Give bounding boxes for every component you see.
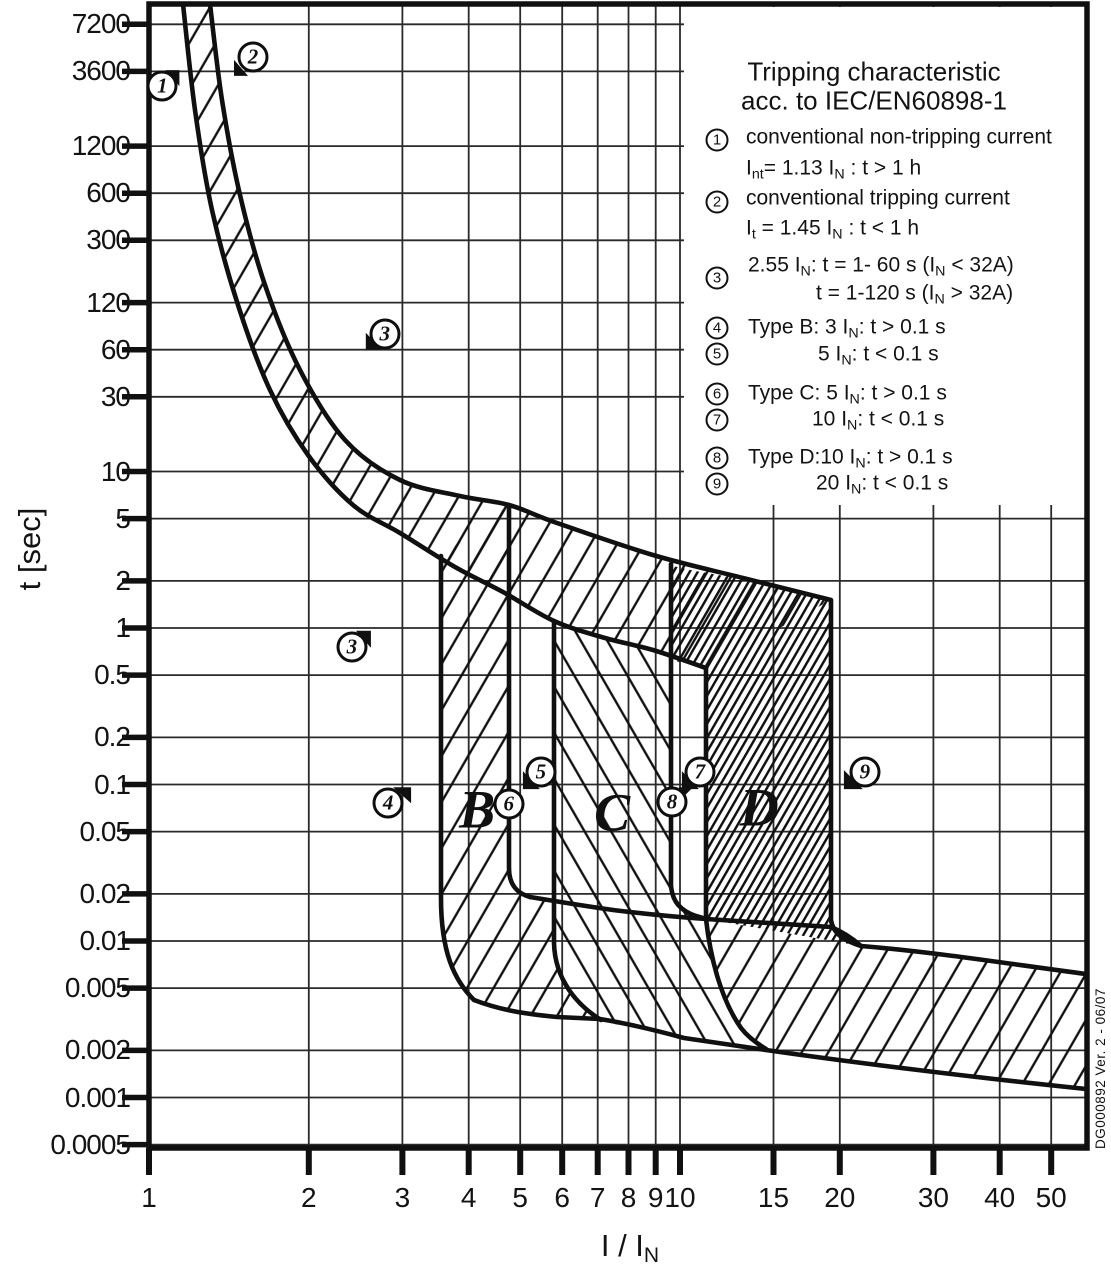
y-tick-label-300: 300: [86, 224, 130, 256]
x-tick-label-9: 9: [647, 1182, 664, 1213]
chart-marker-9: 9: [849, 757, 880, 788]
legend-item-9-line1: 20 $I_N$: t < 0.1 s: [816, 471, 949, 498]
y-tick-label-0.5: 0.5: [94, 659, 130, 691]
x-tick-label-6: 6: [554, 1182, 570, 1213]
legend-title-line1: Tripping characteristic: [747, 56, 1001, 87]
y-tick-label-7200: 7200: [71, 8, 130, 40]
chart-marker-2: 2: [238, 41, 269, 72]
y-tick-label-0.002: 0.002: [64, 1034, 130, 1066]
legend-item-3-line2: t = 1-120 s $(I_N > 32A)$: [816, 281, 1014, 308]
chart-marker-1: 1: [147, 71, 178, 102]
x-tick-label-10: 10: [664, 1182, 696, 1213]
zone-letter-D: D: [739, 777, 779, 838]
chart-marker-4: 4: [373, 788, 404, 819]
legend-item-6-line1: Type C: 5 $I_N$: t > 0.1 s: [748, 381, 947, 408]
legend-item-4-circle: 4: [706, 317, 729, 340]
legend-item-1-line1: conventional non-tripping current: [746, 125, 1052, 149]
zone-letter-C: C: [594, 782, 631, 843]
x-tick-label-30: 30: [917, 1182, 949, 1213]
y-tick-label-0.05: 0.05: [79, 815, 130, 847]
legend-item-5-circle: 5: [706, 343, 729, 366]
y-tick-label-1200: 1200: [71, 130, 130, 162]
zone-letter-B: B: [459, 779, 496, 840]
chart-marker-3b: 3: [336, 631, 367, 662]
legend-item-6-circle: 6: [706, 383, 729, 406]
y-tick-label-0.02: 0.02: [79, 877, 130, 909]
x-tick-label-8: 8: [620, 1182, 637, 1213]
legend-item-9-circle: 9: [706, 473, 729, 496]
y-tick-label-10: 10: [100, 455, 130, 487]
x-tick-label-15: 15: [757, 1182, 790, 1213]
y-tick-label-0.005: 0.005: [64, 972, 130, 1004]
y-tick-label-3600: 3600: [71, 55, 130, 87]
x-tick-label-40: 40: [984, 1182, 1016, 1213]
legend-item-8-line1: Type D:10 $I_N$: t > 0.1 s: [748, 445, 953, 472]
legend-item-3-line1: 2.55 $I_N$: t = 1- 60 s $(I_N < 32A)$: [748, 253, 1014, 280]
document-reference: DG000892 Ver. 2 - 06/07: [1093, 988, 1108, 1149]
x-axis-title: I / $I_N$: [600, 1228, 660, 1268]
legend-item-2-line2: $I_t = 1.45$ $I_N$ : t < 1 h: [746, 216, 920, 243]
x-tick-label-5: 5: [512, 1182, 528, 1213]
legend-item-7-line1: 10 $I_N$: t < 0.1 s: [812, 407, 945, 434]
x-tick-label-3: 3: [394, 1182, 411, 1213]
y-tick-label-120: 120: [86, 286, 130, 318]
chart-marker-6: 6: [493, 789, 524, 820]
y-tick-label-5: 5: [115, 502, 130, 534]
legend-title-line2: acc. to IEC/EN60898-1: [741, 85, 1007, 116]
chart-marker-3a: 3: [369, 318, 400, 349]
chart-marker-7: 7: [684, 757, 715, 788]
legend-item-7-circle: 7: [706, 409, 729, 432]
chart-marker-8: 8: [657, 787, 688, 818]
y-axis-title: t [sec]: [12, 507, 47, 591]
legend-item-4-line1: Type B: 3 $I_N$: t > 0.1 s: [748, 315, 946, 342]
y-tick-label-0.01: 0.01: [79, 925, 130, 956]
x-tick-label-50: 50: [1035, 1182, 1067, 1213]
x-tick-label-4: 4: [460, 1182, 477, 1213]
y-tick-label-600: 600: [86, 177, 130, 209]
legend-item-1-line2: $I_{nt}= 1.13$ $I_N$ : t > 1 h: [746, 156, 922, 183]
y-tick-label-0.001: 0.001: [64, 1081, 130, 1113]
y-tick-label-0.0005: 0.0005: [50, 1128, 130, 1160]
y-tick-label-0.2: 0.2: [94, 721, 130, 753]
y-tick-label-60: 60: [100, 333, 130, 365]
y-tick-label-1: 1: [115, 612, 130, 643]
x-tick-label-20: 20: [824, 1182, 856, 1213]
lower-band-right-region: [706, 919, 1086, 1089]
x-tick-label-7: 7: [589, 1182, 606, 1213]
legend-item-2-circle: 2: [706, 191, 729, 214]
y-tick-label-30: 30: [100, 380, 130, 412]
y-tick-label-2: 2: [115, 564, 130, 596]
legend-item-2-line1: conventional tripping current: [746, 186, 1010, 210]
y-tick-label-0.1: 0.1: [94, 768, 130, 800]
chart-marker-5: 5: [525, 757, 556, 788]
x-tick-label-1: 1: [141, 1182, 157, 1213]
legend-item-3-circle: 3: [706, 267, 729, 290]
legend-item-1-circle: 1: [706, 129, 729, 152]
legend-item-5-line1: 5 $I_N$: t < 0.1 s: [818, 342, 939, 369]
legend-item-8-circle: 8: [706, 447, 729, 470]
x-tick-label-2: 2: [301, 1182, 317, 1213]
